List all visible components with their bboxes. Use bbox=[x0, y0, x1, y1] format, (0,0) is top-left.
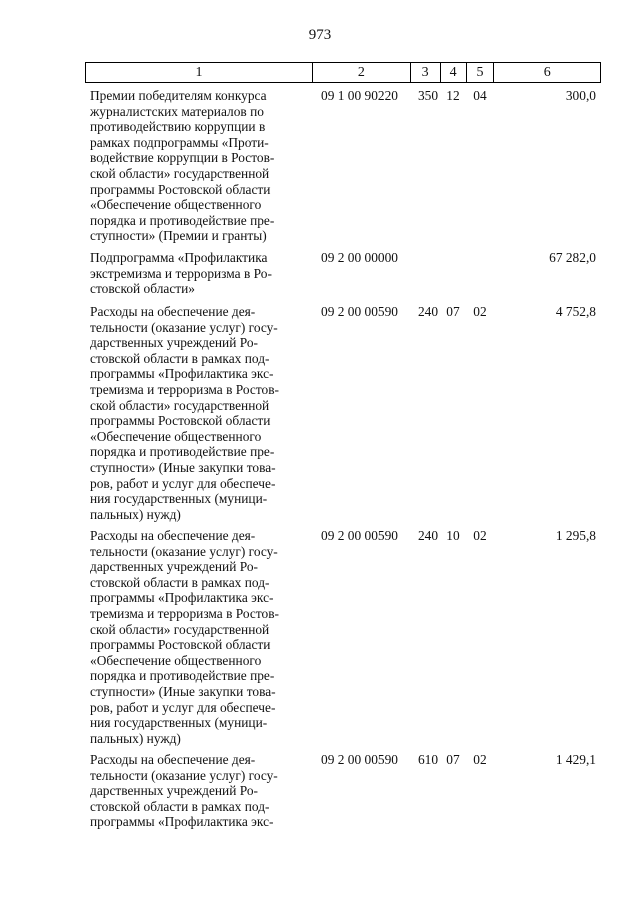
row-section: 07 bbox=[446, 752, 460, 767]
row-description: Подпрограмма «Профилактика экстремизма и терроризма в Ро- стовской области» bbox=[90, 250, 272, 297]
row-code: 09 2 00 00000 bbox=[321, 250, 398, 265]
header-col-1: 1 bbox=[86, 63, 313, 82]
row-amount: 1 295,8 bbox=[555, 528, 596, 543]
row-description: Расходы на обеспечение дея- тельности (оказание услуг) госу- дарственных учреждений Ро- стовской области в рамках под- программы «Профилактика экс- тремизма и терроризма в Ростов- ской области» государственной программы Ростовской области «Обеспечение общественного порядка и противодействие пре- ступности» (Иные закупки това- ров, работ и услуг для обеспече- ния государственных (муници- пальных) нужд) bbox=[90, 304, 280, 522]
row-code: 09 2 00 00590 bbox=[321, 528, 398, 543]
header-col-2: 2 bbox=[313, 63, 411, 82]
row-code: 09 2 00 00590 bbox=[321, 752, 398, 767]
row-code: 09 1 00 90220 bbox=[321, 88, 398, 103]
row-subsection: 02 bbox=[473, 528, 487, 543]
header-col-6: 6 bbox=[543, 65, 551, 80]
row-section: 12 bbox=[446, 88, 460, 103]
page-number: 973 bbox=[308, 27, 332, 43]
header-col-3: 3 bbox=[411, 63, 441, 82]
row-expense-type: 240 bbox=[417, 528, 439, 543]
row-amount: 67 282,0 bbox=[549, 250, 596, 265]
row-expense-type: 240 bbox=[417, 304, 439, 319]
row-description: Премии победителям конкурса журналистских материалов по противодействию коррупции в рамках подпрограммы «Проти- водействие коррупции в Ростов- ской области» государственной программы Ростовской области «Обеспечение общественного порядка и противодействие пре- ступности» (Премии и гранты) bbox=[90, 88, 275, 244]
row-subsection: 04 bbox=[473, 88, 487, 103]
row-section: 10 bbox=[446, 528, 460, 543]
table-header bbox=[85, 62, 601, 83]
row-expense-type: 350 bbox=[417, 88, 439, 103]
row-subsection: 02 bbox=[473, 304, 487, 319]
row-section: 07 bbox=[446, 304, 460, 319]
header-col-4: 4 bbox=[441, 63, 467, 82]
row-subsection: 02 bbox=[473, 752, 487, 767]
header-col-5: 5 bbox=[467, 63, 495, 82]
row-amount: 4 752,8 bbox=[555, 304, 596, 319]
row-amount: 300,0 bbox=[565, 88, 596, 103]
row-description: Расходы на обеспечение дея- тельности (оказание услуг) госу- дарственных учреждений Ро- стовской области в рамках под- программы «Профилактика экс- bbox=[90, 752, 278, 830]
row-code: 09 2 00 00590 bbox=[321, 304, 398, 319]
row-expense-type: 610 bbox=[417, 752, 439, 767]
row-description: Расходы на обеспечение дея- тельности (оказание услуг) госу- дарственных учреждений Ро- стовской области в рамках под- программы «Профилактика экс- тремизма и терроризма в Ростов- ской области» государственной программы Ростовской области «Обеспечение общественного порядка и противодействие пре- ступности» (Иные закупки това- ров, работ и услуг для обеспече- ния государственных (муници- пальных) нужд) bbox=[90, 528, 280, 746]
row-amount: 1 429,1 bbox=[555, 752, 596, 767]
